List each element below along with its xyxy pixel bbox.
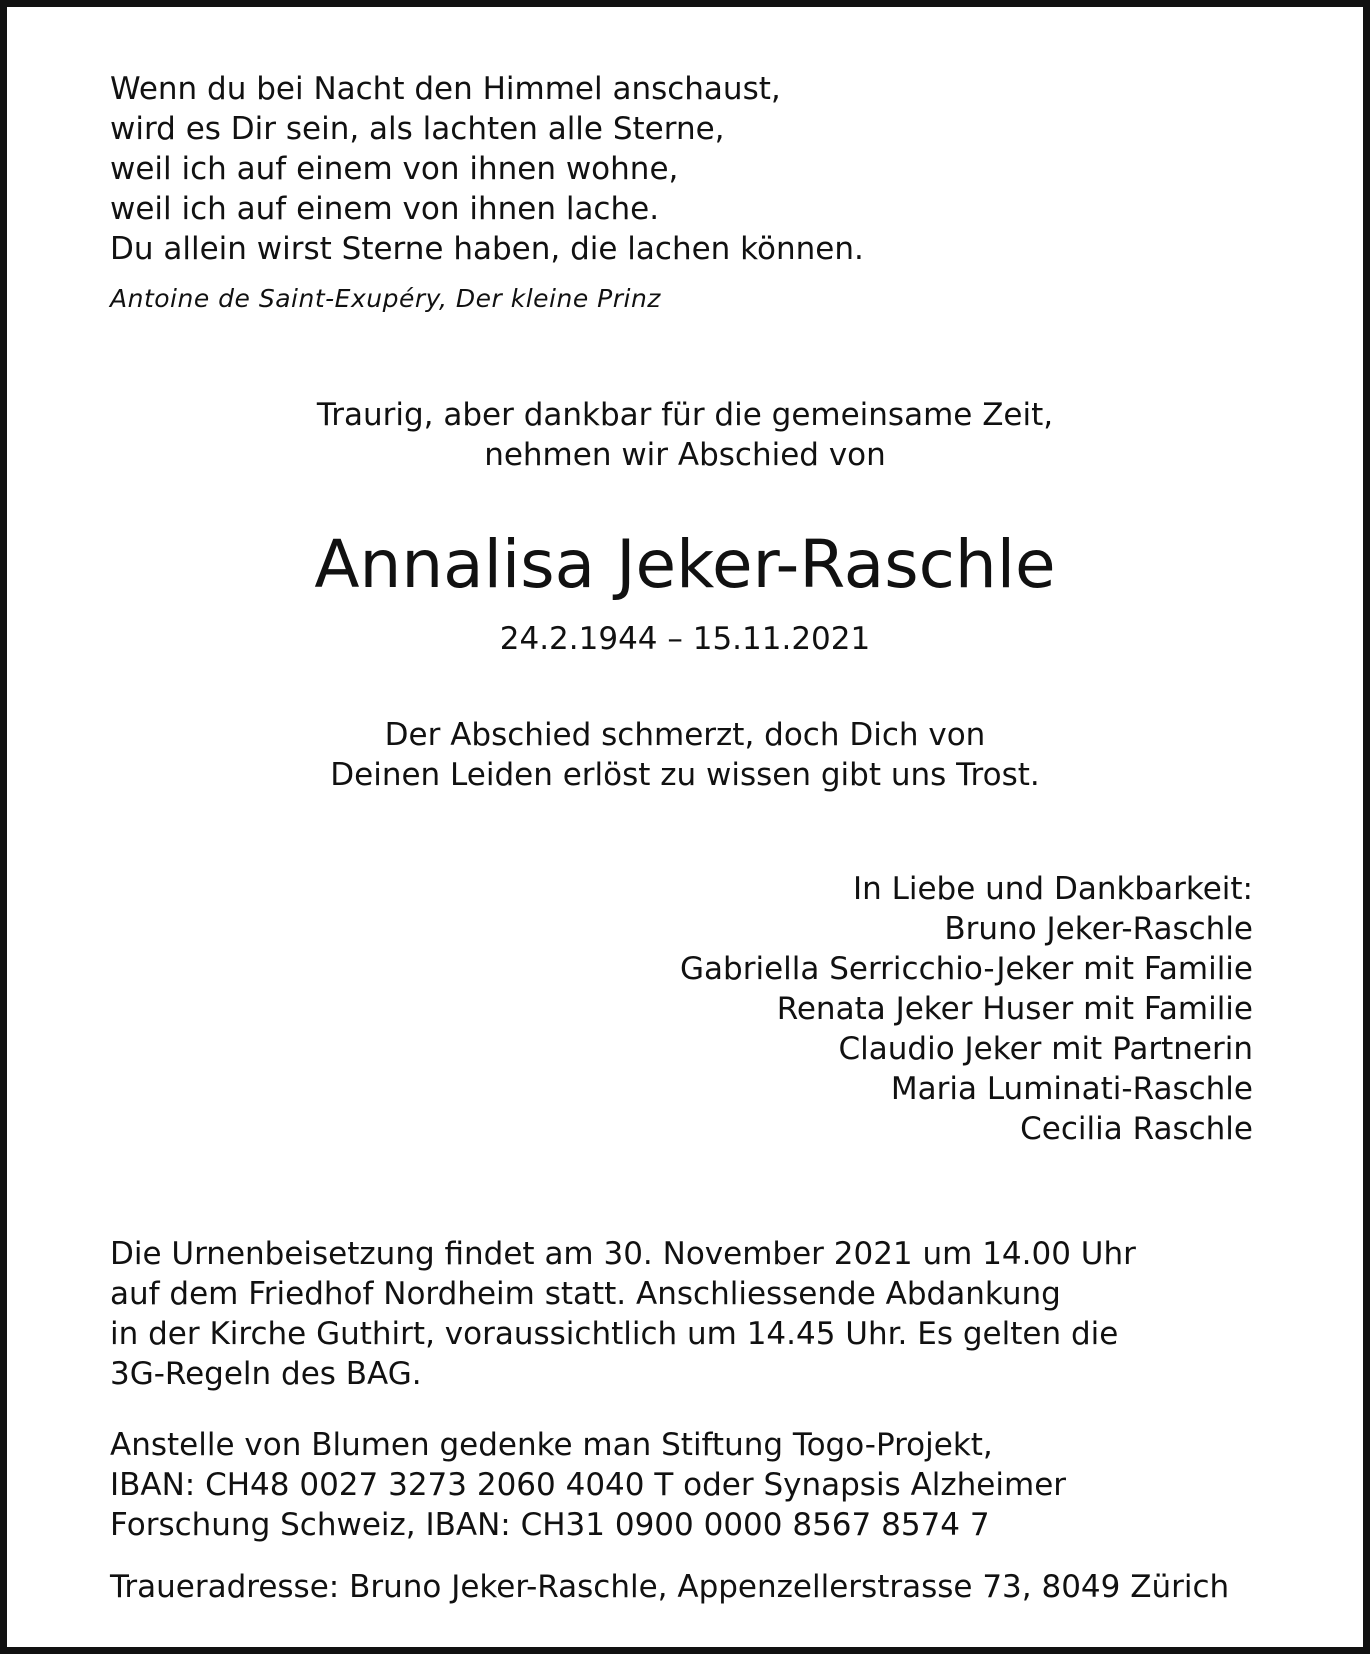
family-member: Claudio Jeker mit Partnerin <box>838 1031 1253 1067</box>
funeral-line: in der Kirche Guthirt, voraussichtlich um 14.45 Uhr. Es gelten die <box>110 1316 1119 1352</box>
intro-line: nehmen wir Abschied von <box>484 437 886 473</box>
life-dates: 24.2.1944 – 15.11.2021 <box>499 621 871 657</box>
deceased-name: Annalisa Jeker-Raschle <box>314 526 1056 603</box>
family-heading: In Liebe und Dankbarkeit: <box>852 871 1253 907</box>
comfort-line: Der Abschied schmerzt, doch Dich von <box>384 717 986 753</box>
funeral-line: 3G-Regeln des BAG. <box>110 1356 422 1392</box>
funeral-info <box>110 1234 1136 1394</box>
poem-line: wird es Dir sein, als lachten alle Sterne, <box>110 111 725 147</box>
funeral-line: Die Urnenbeisetzung findet am 30. November 2021 um 14.00 Uhr <box>110 1236 1136 1272</box>
donation-line: IBAN: CH48 0027 3273 2060 4040 T oder Synapsis Alzheimer <box>110 1467 1067 1503</box>
donation-line: Forschung Schweiz, IBAN: CH31 0900 0000 8567 8574 7 <box>110 1507 990 1543</box>
mourning-address: Traueradresse: Bruno Jeker-Raschle, Appenzellerstrasse 73, 8049 Zürich <box>110 1569 1230 1605</box>
family-member: Cecilia Raschle <box>1020 1111 1253 1147</box>
family-list <box>680 869 1253 1149</box>
comfort-text <box>7 715 1363 795</box>
poem-quote <box>110 69 864 269</box>
family-member: Renata Jeker Huser mit Familie <box>776 991 1253 1027</box>
family-member: Gabriella Serricchio-Jeker mit Familie <box>680 951 1253 987</box>
poem-attribution: Antoine de Saint-Exupéry, Der kleine Prinz <box>110 284 661 313</box>
poem-line: Du allein wirst Sterne haben, die lachen können. <box>110 231 864 267</box>
poem-line: weil ich auf einem von ihnen wohne, <box>110 151 679 187</box>
poem-line: weil ich auf einem von ihnen lache. <box>110 191 660 227</box>
intro-text <box>7 395 1363 475</box>
donation-info <box>110 1425 1066 1545</box>
poem-line: Wenn du bei Nacht den Himmel anschaust, <box>110 71 781 107</box>
funeral-line: auf dem Friedhof Nordheim statt. Anschliessende Abdankung <box>110 1276 1061 1312</box>
donation-line: Anstelle von Blumen gedenke man Stiftung Togo-Projekt, <box>110 1427 993 1463</box>
family-member: Bruno Jeker-Raschle <box>944 911 1253 947</box>
comfort-line: Deinen Leiden erlöst zu wissen gibt uns Trost. <box>330 757 1040 793</box>
family-member: Maria Luminati-Raschle <box>890 1071 1253 1107</box>
intro-line: Traurig, aber dankbar für die gemeinsame Zeit, <box>316 397 1054 433</box>
